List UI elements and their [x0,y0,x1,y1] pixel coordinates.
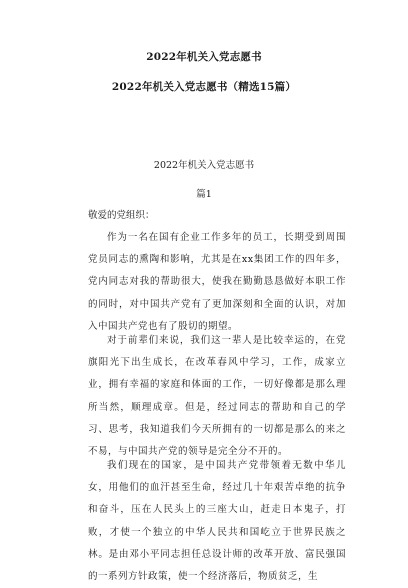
document-subtitle: 2022年机关入党志愿书（精选15篇） [111,81,297,93]
document-title: 2022年机关入党志愿书 [146,51,262,63]
salutation: 敬爱的党组织： [88,210,155,221]
body-paragraph-1: 作为一名在国有企业工作多年的员工，长期受到周围党员同志的熏陶和影响，尤其是在xx集团工作的四年多，党内同志对我的帮助很大，使我在勤勤恳恳做好本职工作的同时，对中国共产党有了更加深刻和全面的认识，对加入中国共产党也有了殷切的期望。 [88,232,346,332]
body-paragraph-2: 对于前辈们来说，我们这一辈人是比较幸运的，在党旗阳光下出生成长，在改革春风中学习，工作，成家立业，拥有幸福的家庭和体面的工作，一切好像都是那么理所当然，顺理成章。但是，经过同志的帮助和自己的学习、思考，我知道我们今天所拥有的一切都是那么的来之不易，与中国共产党的领导是完全分不开的。 [88,335,346,458]
section-title: 2022年机关入党志愿书 [153,160,255,171]
body-paragraph-3: 我们现在的国家，是中国共产党带领着无数中华儿女，用他们的血汗甚至生命，经过几十年艰苦卓绝的抗争和奋斗，压在人民头上的三座大山，赶走日本鬼子，打败，才使一个独立的中华人民共和国屹立于世界民族之林。是由邓小平同志担任总设计师的改革开放、富民强国的一系列方针政策，使一个经济落后，物质贫乏，生 [88,460,346,583]
piece-number: 篇1 [196,189,212,200]
